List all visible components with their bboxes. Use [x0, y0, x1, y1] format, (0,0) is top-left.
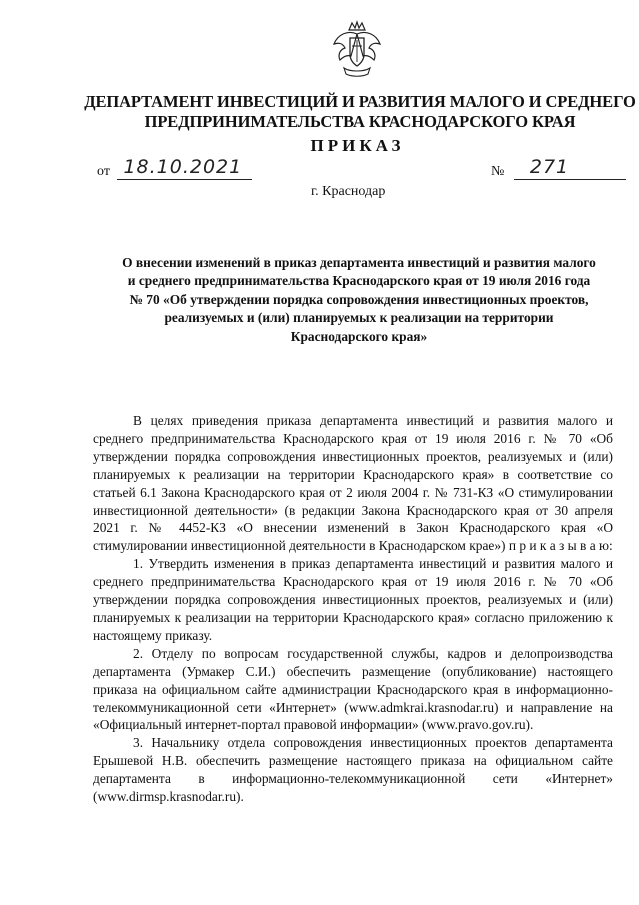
- order-body: [93, 412, 613, 806]
- body-paragraph-1: 1. Утвердить изменения в приказ департамента инвестиций и развития малого и среднего предпринимательства Краснодарского края от 19 июля 2016 г. № 70 «Об утверждении порядка сопровождения инвестиционных проектов, реализуемых и (или) планируемых к реализации на территории Краснодарского края» согласно приложению к настоящему приказу.: [93, 556, 613, 643]
- order-number-row: [491, 156, 626, 180]
- handwritten-date: 18.10.2021: [123, 156, 243, 178]
- department-name: ДЕПАРТАМЕНТ ИНВЕСТИЦИЙ И РАЗВИТИЯ МАЛОГО И СРЕДНЕГО ПРЕДПРИНИМАТЕЛЬСТВА КРАСНОДАРСКОГО КРАЯ: [84, 92, 636, 131]
- date-prefix: от: [97, 164, 110, 179]
- number-prefix: №: [491, 164, 505, 179]
- coat-of-arms-icon: [330, 20, 384, 80]
- city: г. Краснодар: [311, 184, 386, 199]
- order-subject: О внесении изменений в приказ департамента инвестиций и развития малого и среднего предпринимательства Краснодарского края от 19 июля 2016 года № 70 «Об утверждении порядка сопровождения инвестиционных проектов, реализуемых и (или) планируемых к реализации на территории Краснодарского края»: [122, 255, 596, 344]
- body-paragraph-3: 3. Начальнику отдела сопровождения инвестиционных проектов департамента Ерышевой Н.В. обеспечить размещение настоящего приказа на официальном сайте департамента в информационно-телекоммуникационной сети «Интернет» (www.dirmsp.krasnodar.ru).: [93, 735, 613, 805]
- body-paragraph-2: 2. Отделу по вопросам государственной службы, кадров и делопроизводства департамента (Урмакер С.И.) обеспечить размещение (опубликование) настоящего приказа на официальном сайте администрации Краснодарского края в информационно-телекоммуникационной сети «Интернет» (www.admkrai.krasnodar.ru) и направление на «Официальный интернет-портал правовой информации» (www.pravo.gov.ru).: [93, 645, 613, 733]
- order-date-row: [97, 156, 252, 180]
- number-field: [514, 156, 626, 180]
- date-field: [117, 156, 252, 180]
- body-paragraph-preamble: В целях приведения приказа департамента инвестиций и развития малого и среднего предпринимательства Краснодарского края от 19 июля 2016 г. № 70 «Об утверждении порядка сопровождения инвестиционных проектов, реализуемых и (или) планируемых к реализации на территории Краснодарского края» в соответствие со статьей 6.1 Закона Краснодарского края от 2 июля 2004 г. № 731-КЗ «О стимулировании инвестиционной деятельности» (в редакции Закона Краснодарского края от 30 апреля 2021 г. № 4452-КЗ «О внесении изменений в Закон Краснодарского края «О стимулировании инвестиционной деятельности в Краснодарском крае») п р и к а з ы в а ю:: [93, 413, 613, 554]
- order-title: ПРИКАЗ: [310, 136, 405, 155]
- handwritten-number: 271: [529, 156, 570, 178]
